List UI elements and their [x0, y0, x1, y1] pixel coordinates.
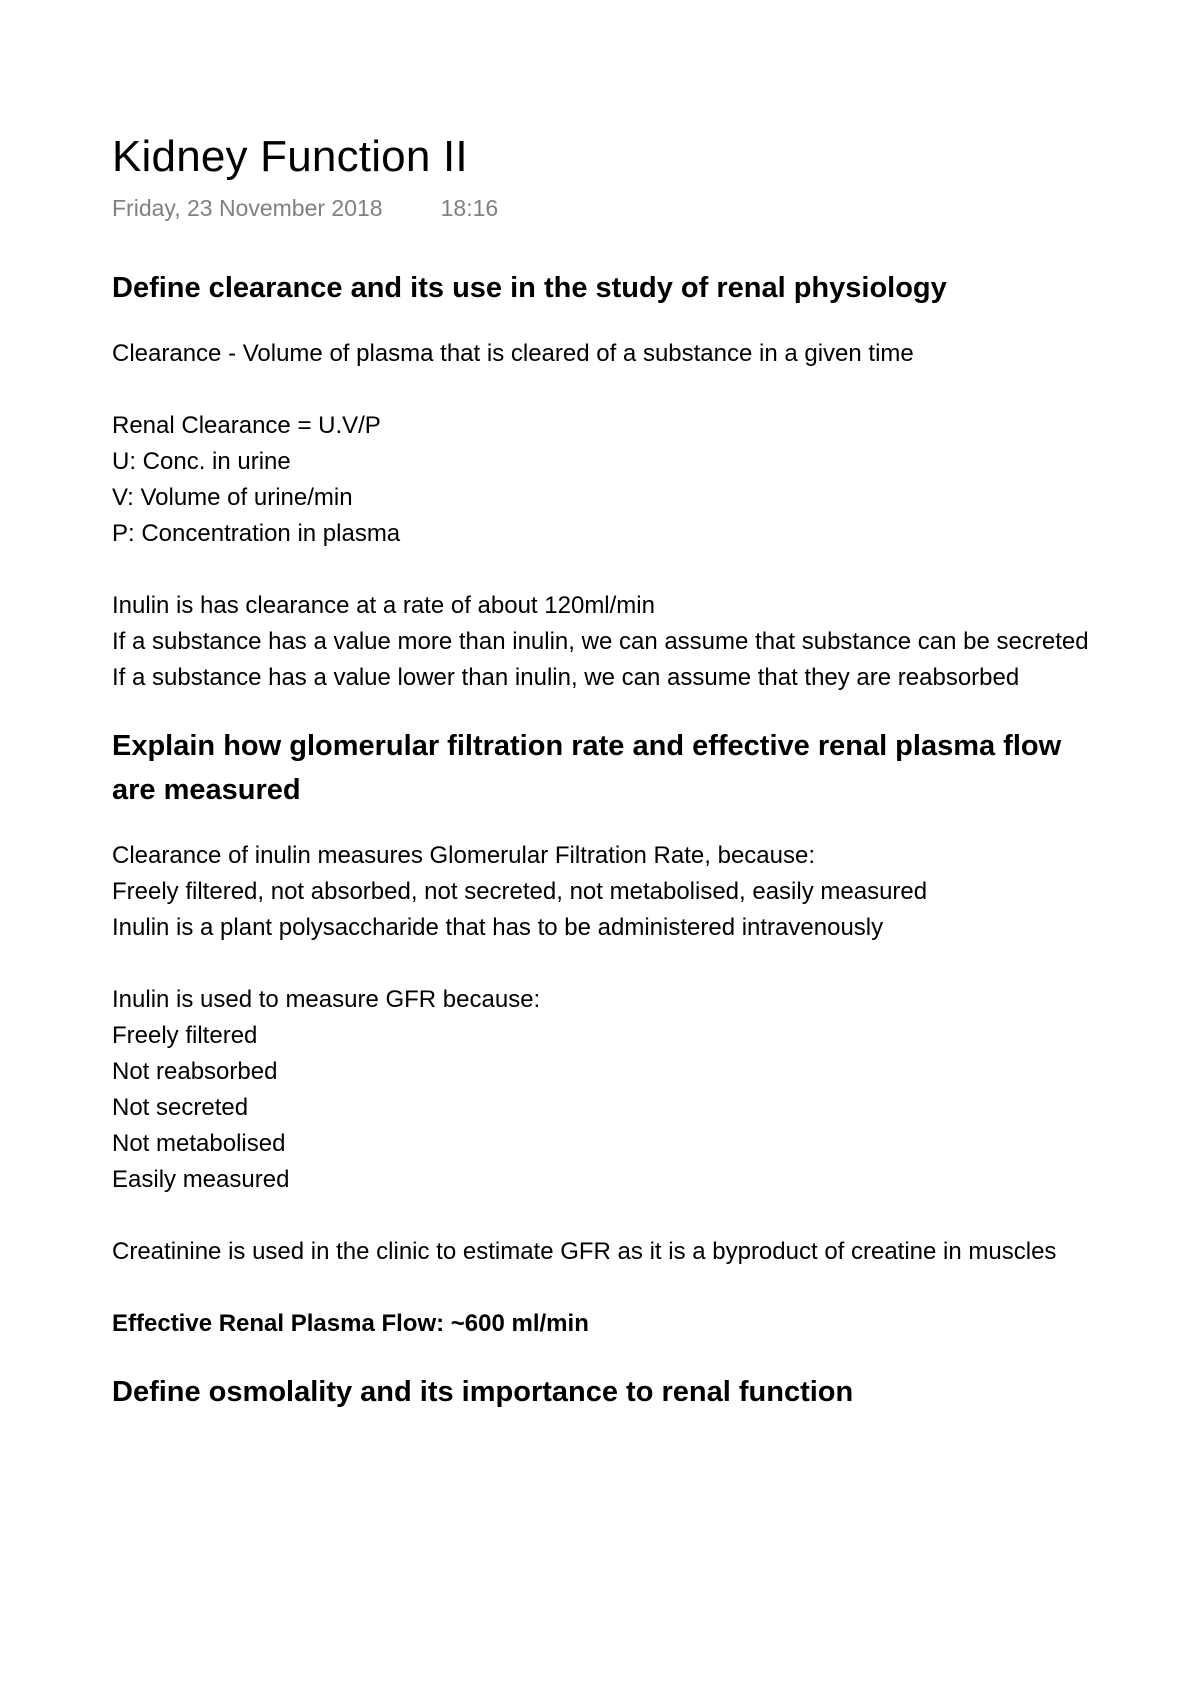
- creatinine-note: Creatinine is used in the clinic to estimate GFR as it is a byproduct of creatine in muscles: [112, 1237, 1057, 1265]
- list-item: Easily measured: [112, 1165, 290, 1193]
- page-meta: [112, 195, 1112, 222]
- list-item: Not metabolised: [112, 1129, 286, 1157]
- list-item: U: Conc. in urine: [112, 447, 291, 475]
- list-item: Not secreted: [112, 1093, 249, 1121]
- clearance-formula: Renal Clearance = U.V/P: [112, 411, 381, 439]
- page-title: Kidney Function II: [112, 132, 468, 181]
- erpf-value: Effective Renal Plasma Flow: ~600 ml/min: [112, 1309, 589, 1337]
- document-page: [112, 132, 1112, 1414]
- section-heading-gfr: Explain how glomerular filtration rate and effective renal plasma flow are measured: [112, 729, 1062, 806]
- gfr-line: Inulin is a plant polysaccharide that has to be administered intravenously: [112, 913, 884, 941]
- gfr-line: Clearance of inulin measures Glomerular Filtration Rate, because:: [112, 841, 815, 869]
- page-time: 18:16: [440, 194, 499, 221]
- formula-terms-list: [112, 444, 1112, 552]
- gfr-line: Freely filtered, not absorbed, not secreted, not metabolised, easily measured: [112, 877, 928, 905]
- inulin-rate: Inulin is has clearance at a rate of about 120ml/min: [112, 591, 655, 619]
- gfr-reasons-list: [112, 1018, 1112, 1198]
- page-date: Friday, 23 November 2018: [112, 194, 383, 221]
- more-than-inulin: If a substance has a value more than inulin, we can assume that substance can be secreted: [112, 627, 1089, 655]
- gfr-intro: Inulin is used to measure GFR because:: [112, 985, 541, 1013]
- list-item: P: Concentration in plasma: [112, 519, 401, 547]
- list-item: Not reabsorbed: [112, 1057, 278, 1085]
- clearance-definition: Clearance - Volume of plasma that is cleared of a substance in a given time: [112, 339, 914, 367]
- section-heading-clearance: Define clearance and its use in the study of renal physiology: [112, 271, 947, 304]
- section-heading-osmolality: Define osmolality and its importance to renal function: [112, 1375, 854, 1408]
- lower-than-inulin: If a substance has a value lower than inulin, we can assume that they are reabsorbed: [112, 663, 1020, 691]
- list-item: Freely filtered: [112, 1021, 258, 1049]
- list-item: V: Volume of urine/min: [112, 483, 353, 511]
